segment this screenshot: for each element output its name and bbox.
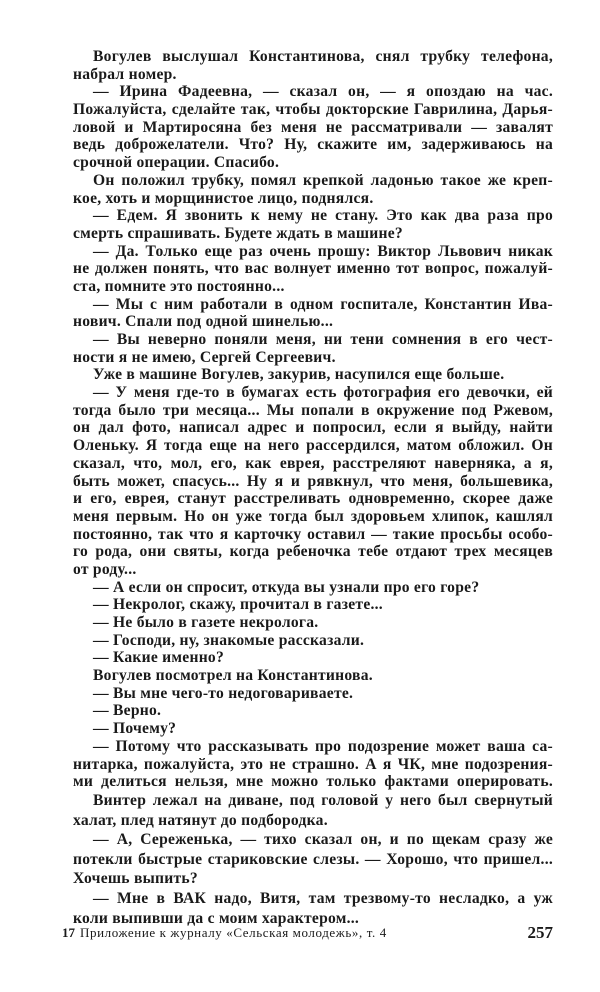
text-line: тогда было три месяца... Мы попали в окружение под Ржевом, xyxy=(73,401,553,419)
text-line: от роду... xyxy=(73,560,137,578)
text-line: меня первым. Но он уже тогда был здоровьем хлипок, кашлял xyxy=(73,507,553,525)
text-line: Пожалуйста, сделайте так, чтобы докторские Гаврилина, Дарья- xyxy=(73,101,553,119)
text-line: не должен понять, что вас волнует именно тот вопрос, пожалуй- xyxy=(73,260,553,278)
text-line: — Мы с ним работали в одном госпитале, Константин Ива- xyxy=(93,295,553,313)
text-line: срочной операции. Спасибо. xyxy=(73,154,280,172)
text-line: ста, помните это постоянно... xyxy=(73,277,285,295)
text-line: халат, плед натянут до подбородка. xyxy=(73,811,328,829)
text-line: нитарка, пожалуйста, это не страшно. А я ЧК, мне подозрения- xyxy=(73,755,553,773)
text-line: — Некролог, скажу, прочитал в газете... xyxy=(93,596,383,614)
text-line: набрал номер. xyxy=(73,65,177,83)
text-line: — У меня где-то в бумагах есть фотография его девочки, ей xyxy=(93,384,553,402)
text-line: сказал, что, мол, его, как еврея, расстреляют наверняка, а я, xyxy=(73,454,553,472)
page-footer xyxy=(62,925,553,945)
text-line: кое, хоть и морщинистое лицо, поднялся. xyxy=(73,189,374,207)
text-line: Вогулев посмотрел на Константинова. xyxy=(93,667,373,685)
text-line: — Какие именно? xyxy=(93,649,225,667)
text-line: Винтер лежал на диване, под головой у него был свернутый xyxy=(93,792,553,809)
text-line: — Потому что рассказывать про подозрение может ваша са- xyxy=(93,737,553,755)
text-line: Хочешь выпить? xyxy=(73,870,198,888)
text-line: — А если он спросит, откуда вы узнали про его горе? xyxy=(93,578,480,596)
text-line: Оленьку. Я тогда еще на него рассердился, матом обложил. Он xyxy=(73,437,553,455)
text-line: — А, Сереженька, — тихо сказал он, и по щекам сразу же xyxy=(93,831,553,849)
text-line: — Мне в ВАК надо, Витя, там трезвому-то несладко, а уж xyxy=(93,889,553,907)
text-section-1 xyxy=(73,48,553,791)
text-line: быть может, спасусь... Ну я и рявкнул, что меня, большевика, xyxy=(73,472,553,490)
footer-source: Приложение к журналу «Сельская молодежь», т. 4 xyxy=(80,925,387,940)
text-section-2 xyxy=(73,791,553,928)
page-number: 257 xyxy=(527,923,553,942)
text-line: го рода, они святы, когда ребеночка тебе отдают трех месяцев xyxy=(73,543,553,561)
text-line: — Господи, ну, знакомые рассказали. xyxy=(93,631,365,649)
text-line: — Едем. Я звонить к нему не стану. Это как два раза про xyxy=(93,207,553,225)
text-line: Вогулев выслушал Константинова, снял трубку телефона, xyxy=(93,48,553,65)
text-line: — Ирина Фадеевна, — сказал он, — я опоздаю на час. xyxy=(93,83,553,101)
text-line: нович. Спали под одной шинелью... xyxy=(73,313,334,331)
text-line: — Не было в газете некролога. xyxy=(93,614,319,631)
text-line: смерть спрашивать. Будете ждать в машине? xyxy=(73,224,403,242)
signature-number: 17 xyxy=(62,925,75,940)
text-line: потекли быстрые стариковские слезы. — Хорошо, что пришел... xyxy=(73,850,553,868)
text-line: он дал фото, написал адрес и попросил, если я выйду, найти xyxy=(73,419,553,437)
text-line: Уже в машине Вогулев, закурив, насупился еще больше. xyxy=(93,366,505,384)
text-line: ности я не имею, Сергей Сергеевич. xyxy=(73,348,336,366)
text-line: — Почему? xyxy=(93,720,177,738)
text-line: и его, еврея, станут расстреливать одновременно, скорее даже xyxy=(73,490,553,508)
text-line: — Вы мне чего-то недоговариваете. xyxy=(93,684,354,702)
text-line: ведь доброжелатели. Что? Ну, скажите им, задерживаюсь на xyxy=(73,136,553,154)
text-line: Он положил трубку, помял крепкой ладонью такое же креп- xyxy=(93,171,553,189)
text-line: постоянно, так что я карточку оставил — такие просьбы особо- xyxy=(73,525,553,543)
text-line: ми делиться нельзя, мне можно только фактами оперировать. xyxy=(73,773,553,791)
text-line: — Да. Только еще раз очень прошу: Виктор Львович никак xyxy=(93,242,553,260)
text-line: — Вы неверно поняли меня, ни тени сомнения в его чест- xyxy=(93,331,553,348)
text-line: коли выпивши да с моим характером... xyxy=(73,909,360,927)
text-line: — Верно. xyxy=(93,702,162,720)
text-line: ловой и Мартиросяна без меня не рассматривали — завалят xyxy=(73,118,553,136)
